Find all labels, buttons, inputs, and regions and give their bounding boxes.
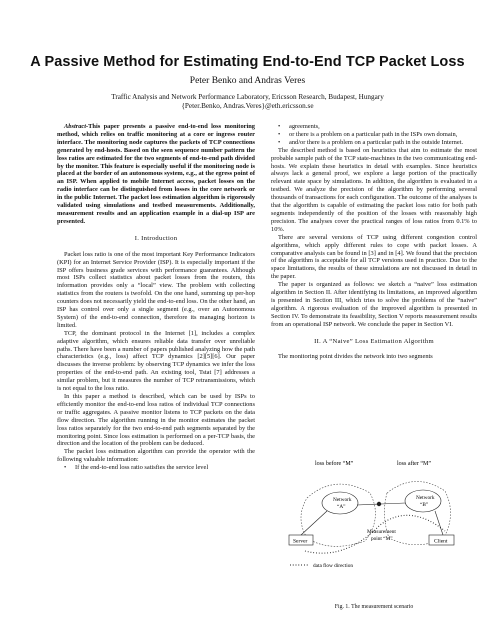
abstract-text: This paper presents a passive end-to-end loss monitoring method, which relies on traffic monitoring at a core or ingress router interface. The monitoring node captures the packets of TCP connections generated by end-hosts. Based on the seen sequence number pattern the loss ratios are estimated for the two segments of end-to-end path divided by the monitor. This feature is especially useful if the monitoring node is placed at the border of an autonomous system, e.g., at the egress point of an ISP. When applied to mobile Internet access, packet losses on the radio interface can be distinguished from losses in the core network or in the public Internet. The packet loss estimation algorithm is rigorously validated using simulations and testbed measurements. Additionally, measurement results and an application example in a dial-up ISP are presented.	[57, 123, 255, 225]
measurement-scenario-figure	[285, 453, 465, 603]
bullet-item: • or there is a problem on a particular path in the ISPs own domain,	[289, 131, 477, 139]
paragraph: In this paper a method is described, which can be used by ISPs to efficiently monitor the end-to-end loss ratios of individual TCP connections or traffic aggregates. A passive monitor listens to TCP packets on the data flow direction. The algorithm running in the monitor estimates the packet loss ratios separately for the two end-to-end path segments separated by the monitoring point. Since loss estimation is performed on a per-TCP basis, the direction and the location of the problem can be deduced.	[57, 393, 255, 448]
abstract	[57, 123, 255, 226]
right-column	[271, 123, 477, 361]
loss-after-label: loss after “M”	[397, 461, 431, 467]
network-a-label: Network	[333, 497, 352, 503]
network-b-id: “B”	[420, 502, 429, 508]
bullet-list	[271, 123, 477, 147]
figure-caption: Fig. 1. The measurement scenario	[334, 604, 414, 610]
measurement-point-label: Measurement	[367, 529, 396, 535]
left-column	[57, 123, 255, 472]
paragraph: There are several versions of TCP using different congestion control algorithms, which apply different rules to cope with packet losses. A comparative analysis can be found in [3] and in [4]. We found that the precision of the algorithm is acceptable for all TCP versions used in practice. Due to the space limitations, the results of these simulations are not discussed in detail in the paper.	[271, 233, 477, 281]
bullet-item: • and/or there is a problem on a particular path in the outside Internet.	[289, 139, 477, 147]
client-link	[435, 511, 443, 535]
paragraph: The packet loss estimation algorithm can provide the operator with the following valuable information:	[57, 448, 255, 464]
bullet-list	[57, 464, 255, 472]
affiliation-line: Traffic Analysis and Network Performance Laboratory, Ericsson Research, Budapest, Hungary	[111, 93, 384, 101]
bullet-continuation-text: agreements,	[289, 123, 320, 130]
measurement-point-marker	[377, 502, 381, 506]
server-label: Server	[293, 538, 308, 545]
network-a-cloud	[322, 492, 358, 514]
affiliation	[0, 93, 495, 111]
measurement-point-id: point “M”	[371, 536, 393, 542]
paragraph: The described method is based on heuristics that aim to estimate the most probable sample path of the TCP state-machines in the two communicating end-hosts. We explain these heuristics in detail with examples. Since heuristics always lack a general proof, we explore a large portion of the practically relevant state space by simulations. In addition, the algorithm is evaluated in a testbed. We analyze the precision of the algorithm by performing several thousands of transactions for each configuration. The outcome of the analyses is that the algorithm is capable of estimating the packet loss ratio for both path segments independently of the position of the losses with reasonably high precision. The analyses cover the practical ranges of loss ratios from 0.1% to 10%.	[271, 146, 477, 233]
abstract-label: Abstract-	[64, 123, 89, 130]
paper-title: A Passive Method for Estimating End-to-End TCP Packet Loss	[30, 54, 465, 70]
bullet-continuation	[289, 123, 477, 131]
paragraph: Packet loss ratio is one of the most important Key Performance Indicators (KPI) for an Internet Service Provider (ISP). It is especially important if the ISP offers business grade services with performance guarantees. Although most ISPs collect statistics about packet losses from the routers, this information provides only a “local” view. The problem with collecting statistics from the routers is twofold. On the one hand, summing up per-hop counters does not necessarily yield the end-to-end loss. On the other hand, an ISP has control over only a single segment (e.g., over an Autonomous System) of the end-to-end connection, therefore its managing horizon is limited.	[57, 250, 255, 329]
loss-before-label: loss before “M”	[315, 461, 354, 467]
paragraph: The monitoring point divides the network into two segments	[278, 353, 433, 361]
server-link	[301, 511, 327, 535]
network-b-cloud	[405, 490, 441, 512]
network-a-id: “A”	[337, 504, 346, 510]
section-heading-naive-algorithm: II. A “Naive” Loss Estimation Algorithm	[314, 337, 434, 345]
paragraph: TCP, the dominant protocol in the Internet [1], includes a complex adaptive algorithm, which ensures reliable data transfer over unreliable paths. There have been a number of papers published analyzing how the path characteristics (e.g., loss) affect TCP dynamics [2][5][6]. Our paper discusses the inverse problem: by observing TCP dynamics we infer the loss properties of the end-to-end path. An existing tool, Tstat [7] addresses a similar problem, but it measures the number of TCP retransmissions, which is not equal to the loss ratio.	[57, 329, 255, 393]
legend-label: data flow direction	[313, 563, 354, 569]
network-b-label: Network	[416, 495, 435, 501]
client-label: Client	[434, 538, 448, 545]
paper-authors: Peter Benko and Andras Veres	[189, 76, 306, 86]
section-heading-introduction: I. Introduction	[134, 234, 178, 242]
bullet-item: • If the end-to-end loss ratio satisfies the service level	[75, 464, 255, 472]
figure-diagram	[285, 453, 465, 603]
author-emails: {Peter.Benko, Andras.Veres}@eth.ericsson.se	[181, 102, 314, 110]
paragraph: The paper is organized as follows: we sketch a “naive” loss estimation algorithm in Section II. After identifying its limitations, an improved algorithm is presented in Section III, which tries to solve the problems of the “naive” algorithm. A rigorous evaluation of the improved algorithm is presented in Section IV. To demonstrate its feasibility, Section V reports measurement results from an operational ISP network. We conclude the paper in Section VI.	[271, 281, 477, 328]
